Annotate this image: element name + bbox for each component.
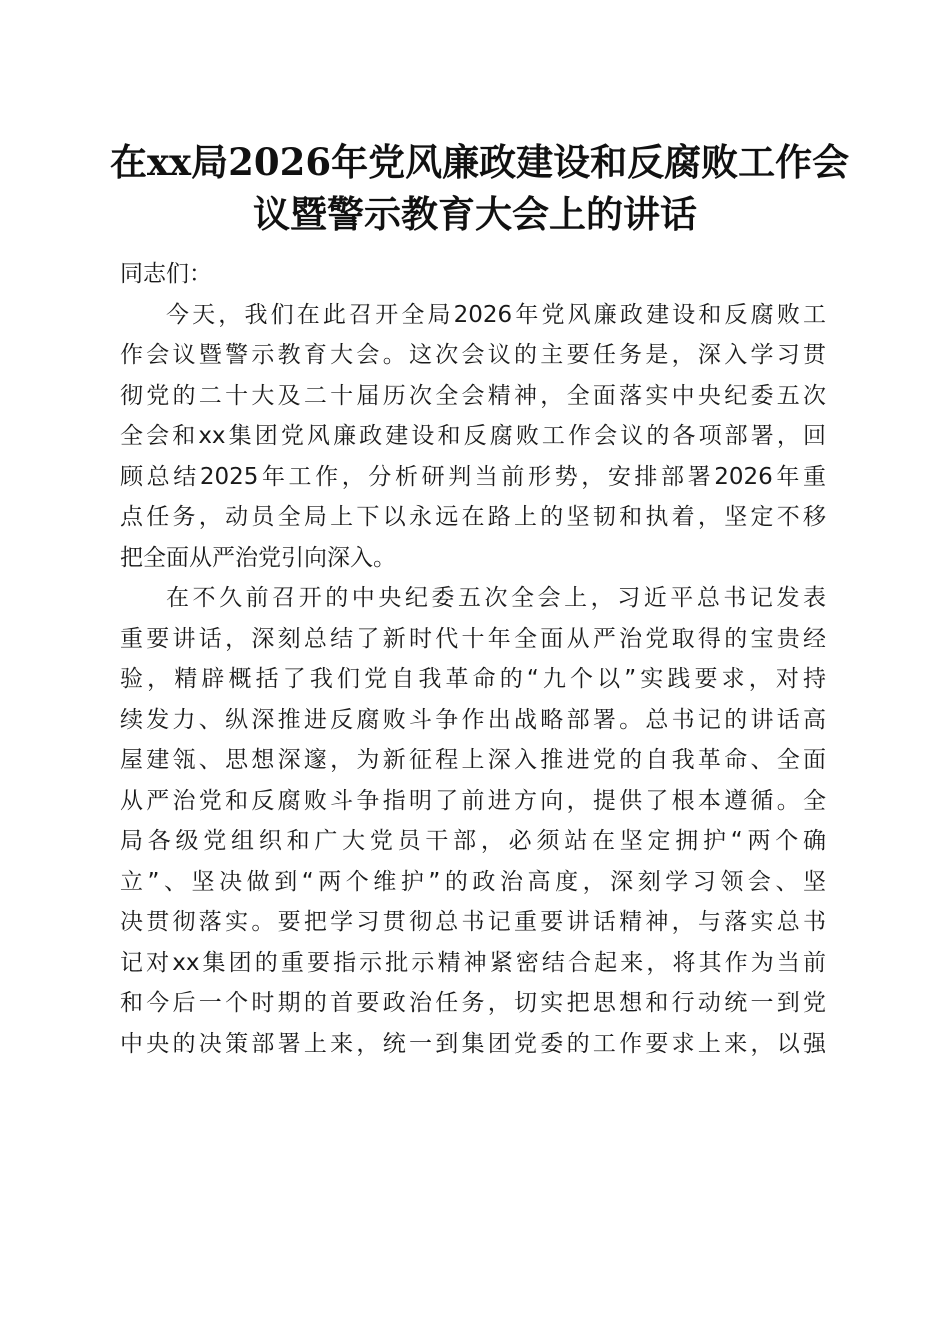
paragraph-line: 屋建瓴、思想深邃，为新征程上深入推进党的自我革命、全面 [120, 747, 826, 773]
paragraph-line: 全会和xx集团党风廉政建设和反腐败工作会议的各项部署，回 [120, 423, 826, 449]
paragraph-line: 验，精辟概括了我们党自我革命的“九个以”实践要求，对持 [120, 666, 826, 692]
paragraph-line: 续发力、纵深推进反腐败斗争作出战略部署。总书记的讲话高 [120, 706, 826, 733]
paragraph-line: 从严治党和反腐败斗争指明了前进方向，提供了根本遵循。全 [120, 787, 826, 814]
paragraph-line: 局各级党组织和广大党员干部，必须站在坚定拥护“两个确 [120, 828, 826, 854]
greeting: 同志们： [120, 261, 212, 287]
paragraph-1 [120, 295, 826, 579]
paragraph-line: 作会议暨警示教育大会。这次会议的主要任务是，深入学习贯 [120, 342, 826, 368]
paragraph-line: 在不久前召开的中央纪委五次全会上，习近平总书记发表 [166, 585, 826, 611]
paragraph-2 [120, 578, 826, 1064]
paragraph-line: 立”、坚决做到“两个维护”的政治高度，深刻学习领会、坚 [120, 868, 826, 895]
title-line: 议暨警示教育大会上的讲话 [253, 192, 697, 236]
paragraph-line: 中央的决策部署上来，统一到集团党委的工作要求上来，以强 [120, 1030, 826, 1057]
paragraph-line: 决贯彻落实。要把学习贯彻总书记重要讲话精神，与落实总书 [120, 909, 826, 935]
document-body [120, 254, 826, 1064]
paragraph-line: 彻党的二十大及二十届历次全会精神，全面落实中央纪委五次 [120, 382, 826, 409]
paragraph-line: 记对xx集团的重要指示批示精神紧密结合起来，将其作为当前 [120, 949, 826, 976]
document-title [110, 136, 850, 240]
paragraph-line: 重要讲话，深刻总结了新时代十年全面从严治党取得的宝贵经 [120, 625, 826, 652]
paragraph-line: 顾总结2025年工作，分析研判当前形势，安排部署2026年重 [120, 463, 826, 490]
paragraph-line: 把全面从严治党引向深入。 [120, 544, 396, 571]
paragraph-line: 和今后一个时期的首要政治任务，切实把思想和行动统一到党 [120, 990, 826, 1016]
paragraph-line: 点任务，动员全局上下以永远在路上的坚韧和执着，坚定不移 [120, 504, 826, 530]
title-line: 在xx局2026年党风廉政建设和反腐败工作会 [110, 140, 850, 184]
paragraph-line: 今天，我们在此召开全局2026年党风廉政建设和反腐败工 [166, 301, 826, 328]
